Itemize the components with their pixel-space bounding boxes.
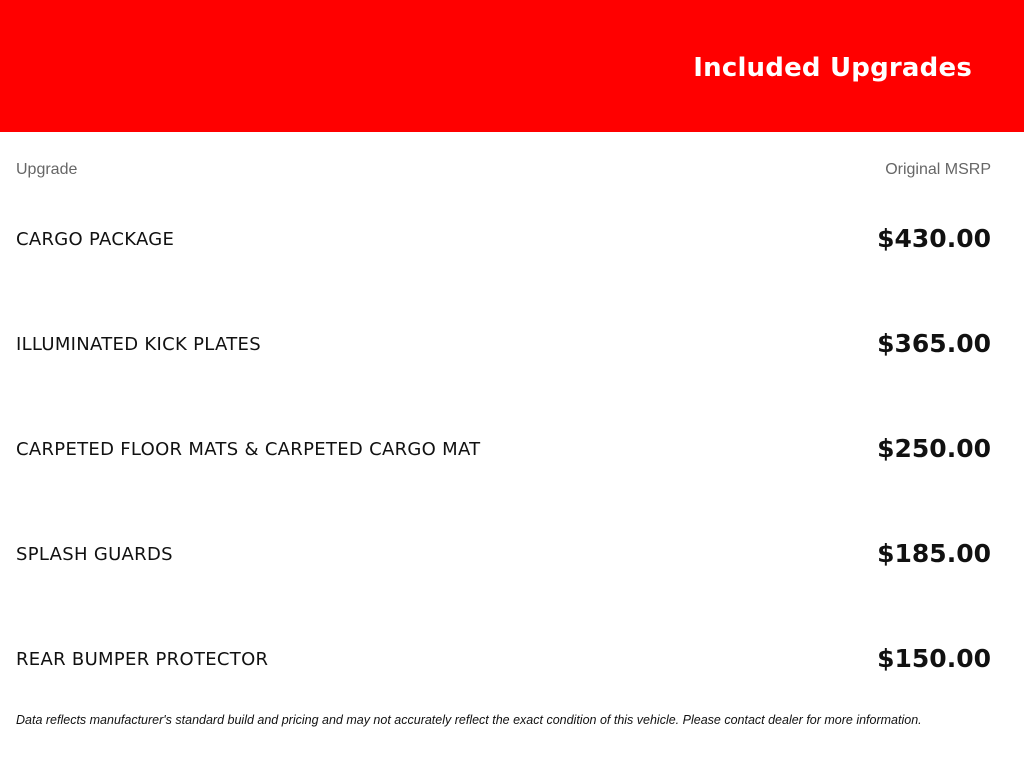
disclaimer-text: Data reflects manufacturer's standard build and pricing and may not accurately reflect the exact condition of this vehicle. Please contact dealer for more information. [16, 713, 922, 727]
table-row [0, 325, 1024, 365]
upgrade-name: ILLUMINATED KICK PLATES [16, 334, 261, 355]
table-row [0, 535, 1024, 575]
upgrade-price: $185.00 [877, 539, 991, 568]
table-row [0, 430, 1024, 470]
upgrade-name: CARGO PACKAGE [16, 229, 175, 250]
upgrade-price: $430.00 [877, 224, 991, 253]
column-header-msrp: Original MSRP [885, 161, 991, 178]
upgrade-name: SPLASH GUARDS [16, 544, 173, 565]
upgrade-name: REAR BUMPER PROTECTOR [16, 649, 269, 670]
page-title: Included Upgrades [693, 53, 972, 83]
upgrade-price: $250.00 [877, 434, 991, 463]
upgrade-price: $150.00 [877, 644, 991, 673]
table-row [0, 220, 1024, 260]
upgrade-name: CARPETED FLOOR MATS & CARPETED CARGO MAT [16, 439, 481, 460]
table-row [0, 640, 1024, 680]
column-header-upgrade: Upgrade [16, 161, 78, 178]
header-banner [0, 0, 1024, 132]
upgrade-price: $365.00 [877, 329, 991, 358]
